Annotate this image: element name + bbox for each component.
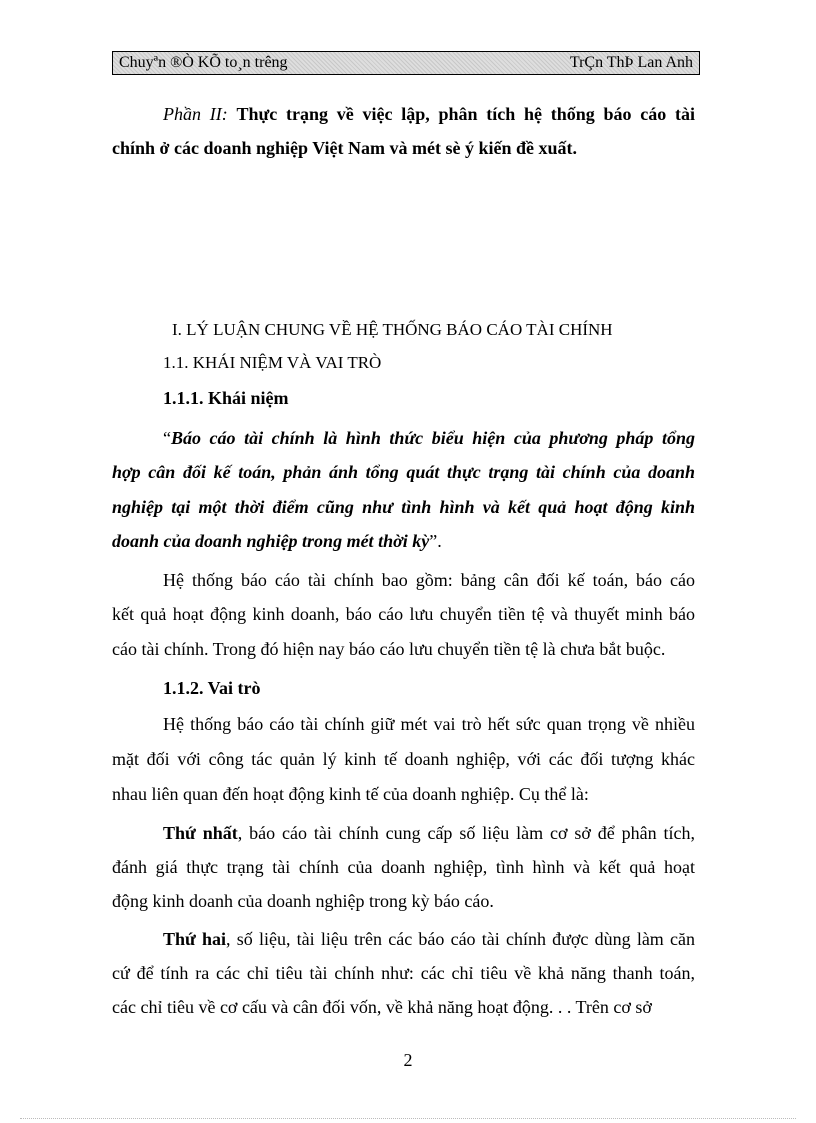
role-line3: nhau liên quan đến hoạt động kinh tế của doanh nghiệp. Cụ thể là: (112, 784, 589, 804)
role-line1: Hệ thống báo cáo tài chính giữ mét vai trò hết sức quan trọng về nhiều (163, 714, 695, 734)
definition-line1: “Báo cáo tài chính là hình thức biểu hiện của phương pháp tổng (163, 428, 695, 448)
second-line2: cứ để tính ra các chỉ tiêu tài chính như: các chỉ tiêu về khả năng thanh toán, (112, 963, 695, 983)
definition-line4: doanh của doanh nghiệp trong mét thời kỳ”. (112, 531, 442, 551)
first-label: Thứ nhất (163, 823, 238, 843)
page-bottom-rule (20, 1118, 796, 1119)
role-heading: 1.1.2. Vai trò (163, 678, 261, 698)
system-line3: cáo tài chính. Trong đó hiện nay báo cáo lưu chuyển tiền tệ là chưa bắt buộc. (112, 639, 666, 659)
system-line1: Hệ thống báo cáo tài chính bao gồm: bảng cân đối kế toán, báo cáo (163, 570, 695, 590)
part-label: Phần II: (163, 104, 228, 124)
first-line1: Thứ nhất, báo cáo tài chính cung cấp số liệu làm cơ sở để phân tích, (163, 823, 695, 843)
page-number: 2 (403, 1050, 413, 1070)
second-line1: Thứ hai, số liệu, tài liệu trên các báo cáo tài chính được dùng làm căn (163, 929, 695, 949)
header-right: TrÇn ThÞ Lan Anh (569, 54, 693, 71)
definition-line2: hợp cân đối kế toán, phản ánh tổng quát thực trạng tài chính của doanh (112, 462, 695, 482)
first-line3: động kinh doanh của doanh nghiệp trong kỳ báo cáo. (112, 891, 494, 911)
system-line2: kết quả hoạt động kinh doanh, báo cáo lưu chuyển tiền tệ và thuyết minh báo (112, 604, 695, 624)
definition-line3: nghiệp tại một thời điểm cũng như tình hình và kết quả hoạt động kinh (112, 497, 695, 517)
part-title-1: Thực trạng về việc lập, phân tích hệ thống báo cáo tài (236, 104, 696, 124)
role-line2: mặt đối với công tác quản lý kinh tế doanh nghiệp, với các đối tượng khác (112, 749, 695, 769)
running-header (112, 51, 700, 75)
second-line3: các chỉ tiêu về cơ cấu và cân đối vốn, về khả năng hoạt động. . . Trên cơ sở (112, 997, 652, 1017)
header-left: Chuyªn ®Ò KÕ to¸n trêng (119, 54, 288, 71)
second-label: Thứ hai (163, 929, 227, 949)
definition-heading: 1.1.1. Khái niệm (163, 388, 289, 408)
subsection-heading: 1.1. KHÁI NIỆM VÀ VAI TRÒ (163, 353, 382, 372)
part-title-line2: chính ở các doanh nghiệp Việt Nam và mét sè ý kiến đề xuất. (112, 138, 577, 158)
part-title-line1 (163, 104, 695, 124)
first-line2: đánh giá thực trạng tài chính của doanh nghiệp, tình hình và kết quả hoạt (112, 857, 695, 877)
section-heading: I. LÝ LUẬN CHUNG VỀ HỆ THỐNG BÁO CÁO TÀI CHÍNH (172, 320, 613, 339)
